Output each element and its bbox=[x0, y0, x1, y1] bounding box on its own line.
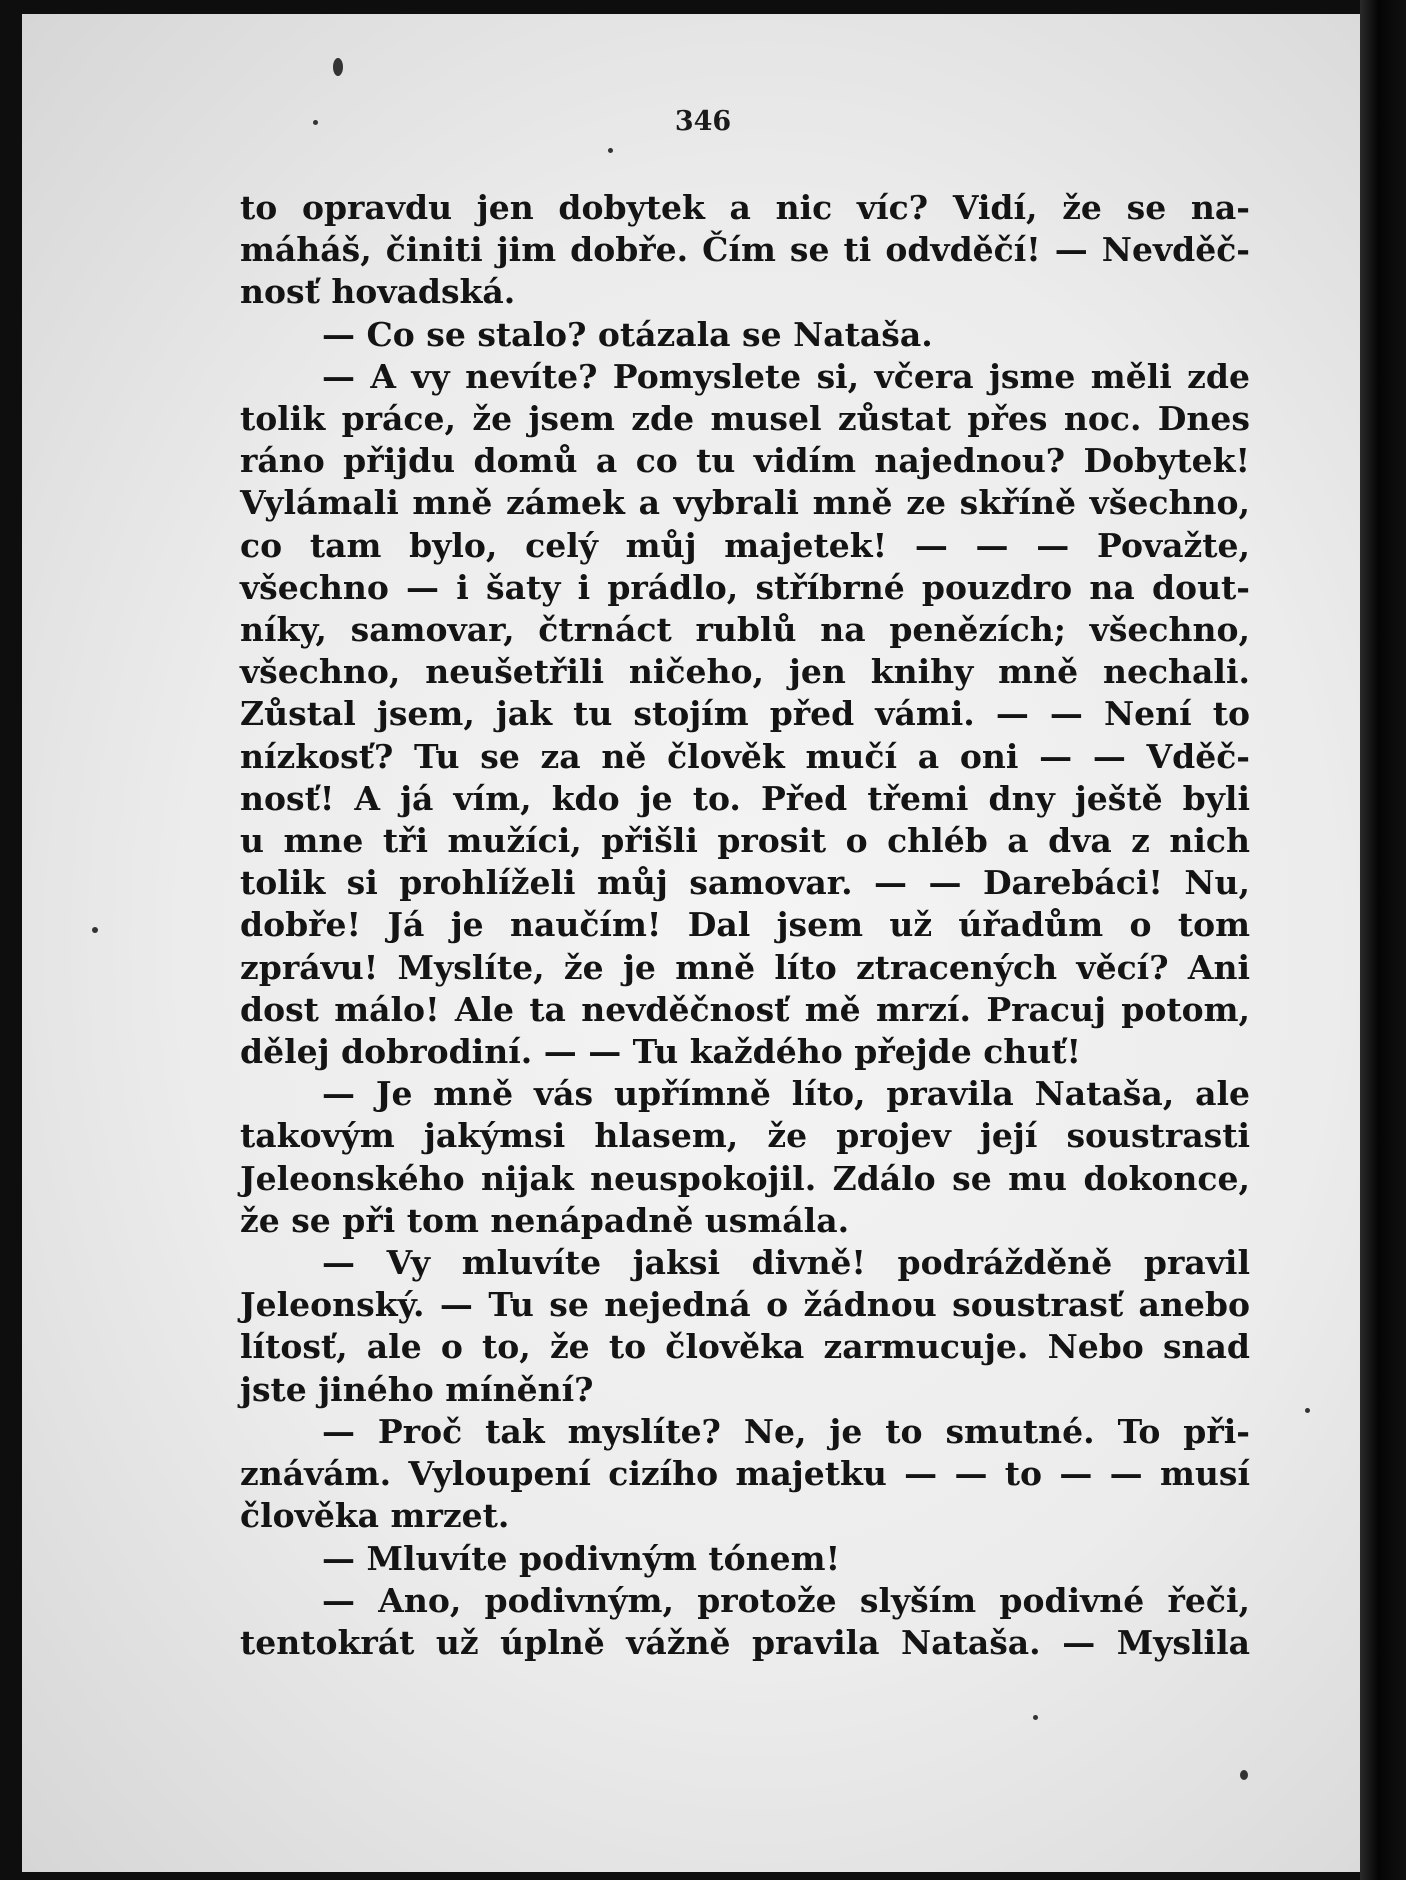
text-line: u mne tři mužíci, přišli prosit o chléb a dva z nich bbox=[240, 821, 1250, 861]
text-line: že se při tom nenápadně usmála. bbox=[240, 1200, 850, 1240]
body-text bbox=[240, 187, 1250, 1664]
text-line: zprávu! Myslíte, že je mně líto ztracených věcí? Ani bbox=[240, 947, 1250, 987]
text-line: nosť! A já vím, kdo je to. Před třemi dny ještě byli bbox=[240, 778, 1250, 818]
text-line: dělej dobrodiní. — — Tu každého přejde chuť! bbox=[240, 1032, 1082, 1072]
text-line: Jeleonského nijak neuspokojil. Zdálo se mu dokonce, bbox=[240, 1158, 1250, 1198]
page-edge-shadow bbox=[1360, 0, 1406, 1880]
text-line: tolik práce, že jsem zde musel zůstat přes noc. Dnes bbox=[240, 399, 1250, 439]
text-line: člověka mrzet. bbox=[240, 1496, 510, 1536]
text-line: dobře! Já je naučím! Dal jsem už úřadům o tom bbox=[240, 905, 1250, 945]
ink-speck bbox=[1240, 1770, 1248, 1780]
page-number: 346 bbox=[674, 106, 732, 137]
text-line: Zůstal jsem, jak tu stojím před vámi. — — Není to bbox=[240, 694, 1250, 734]
text-line: Vylámali mně zámek a vybrali mně ze skříně všechno, bbox=[240, 483, 1250, 523]
text-line: níky, samovar, čtrnáct rublů na penězích; všechno, bbox=[240, 610, 1250, 650]
text-line: máháš, činiti jim dobře. Čím se ti odvděčí! — Nevděč- bbox=[240, 230, 1250, 270]
ink-speck bbox=[608, 148, 613, 153]
text-line: Jeleonský. — Tu se nejedná o žádnou soustrasť anebo bbox=[240, 1285, 1250, 1325]
text-line: — Mluvíte podivným tónem! bbox=[322, 1538, 841, 1578]
text-line: tolik si prohlíželi můj samovar. — — Darebáci! Nu, bbox=[240, 863, 1250, 903]
text-line: — Je mně vás upřímně líto, pravila Nataša, ale bbox=[322, 1074, 1250, 1114]
text-line: ráno přijdu domů a co tu vidím najednou? Dobytek! bbox=[240, 441, 1250, 481]
ink-speck bbox=[1305, 1408, 1310, 1413]
text-line: tentokrát už úplně vážně pravila Nataša. — Myslila bbox=[240, 1622, 1250, 1662]
text-line: nosť hovadská. bbox=[240, 272, 516, 312]
text-line: — Proč tak myslíte? Ne, je to smutné. To při- bbox=[322, 1411, 1250, 1451]
text-line: co tam bylo, celý můj majetek! — — — Považte, bbox=[240, 525, 1250, 565]
text-line: takovým jakýmsi hlasem, že projev její soustrasti bbox=[240, 1116, 1250, 1156]
text-line: — Ano, podivným, protože slyším podivné řeči, bbox=[322, 1580, 1250, 1620]
text-line: lítosť, ale o to, že to člověka zarmucuje. Nebo snad bbox=[240, 1327, 1250, 1367]
ink-speck bbox=[333, 58, 343, 76]
text-line: — A vy nevíte? Pomyslete si, včera jsme měli zde bbox=[322, 356, 1250, 396]
text-line: všechno — i šaty i prádlo, stříbrné pouzdro na dout- bbox=[240, 567, 1250, 607]
text-line: znávám. Vyloupení cizího majetku — — to — — musí bbox=[240, 1454, 1250, 1494]
text-line: jste jiného mínění? bbox=[240, 1369, 594, 1409]
text-line: — Co se stalo? otázala se Nataša. bbox=[322, 314, 933, 354]
ink-speck bbox=[1033, 1715, 1038, 1720]
ink-speck bbox=[92, 927, 98, 933]
text-line: všechno, neušetřili ničeho, jen knihy mně nechali. bbox=[240, 652, 1250, 692]
text-line: to opravdu jen dobytek a nic víc? Vidí, že se na- bbox=[240, 188, 1250, 227]
text-line: dost málo! Ale ta nevděčnosť mě mrzí. Pracuj potom, bbox=[240, 989, 1250, 1029]
text-line: nízkosť? Tu se za ně člověk mučí a oni — — Vděč- bbox=[240, 736, 1250, 776]
text-line: — Vy mluvíte jaksi divně! podrážděně pravil bbox=[322, 1243, 1250, 1283]
